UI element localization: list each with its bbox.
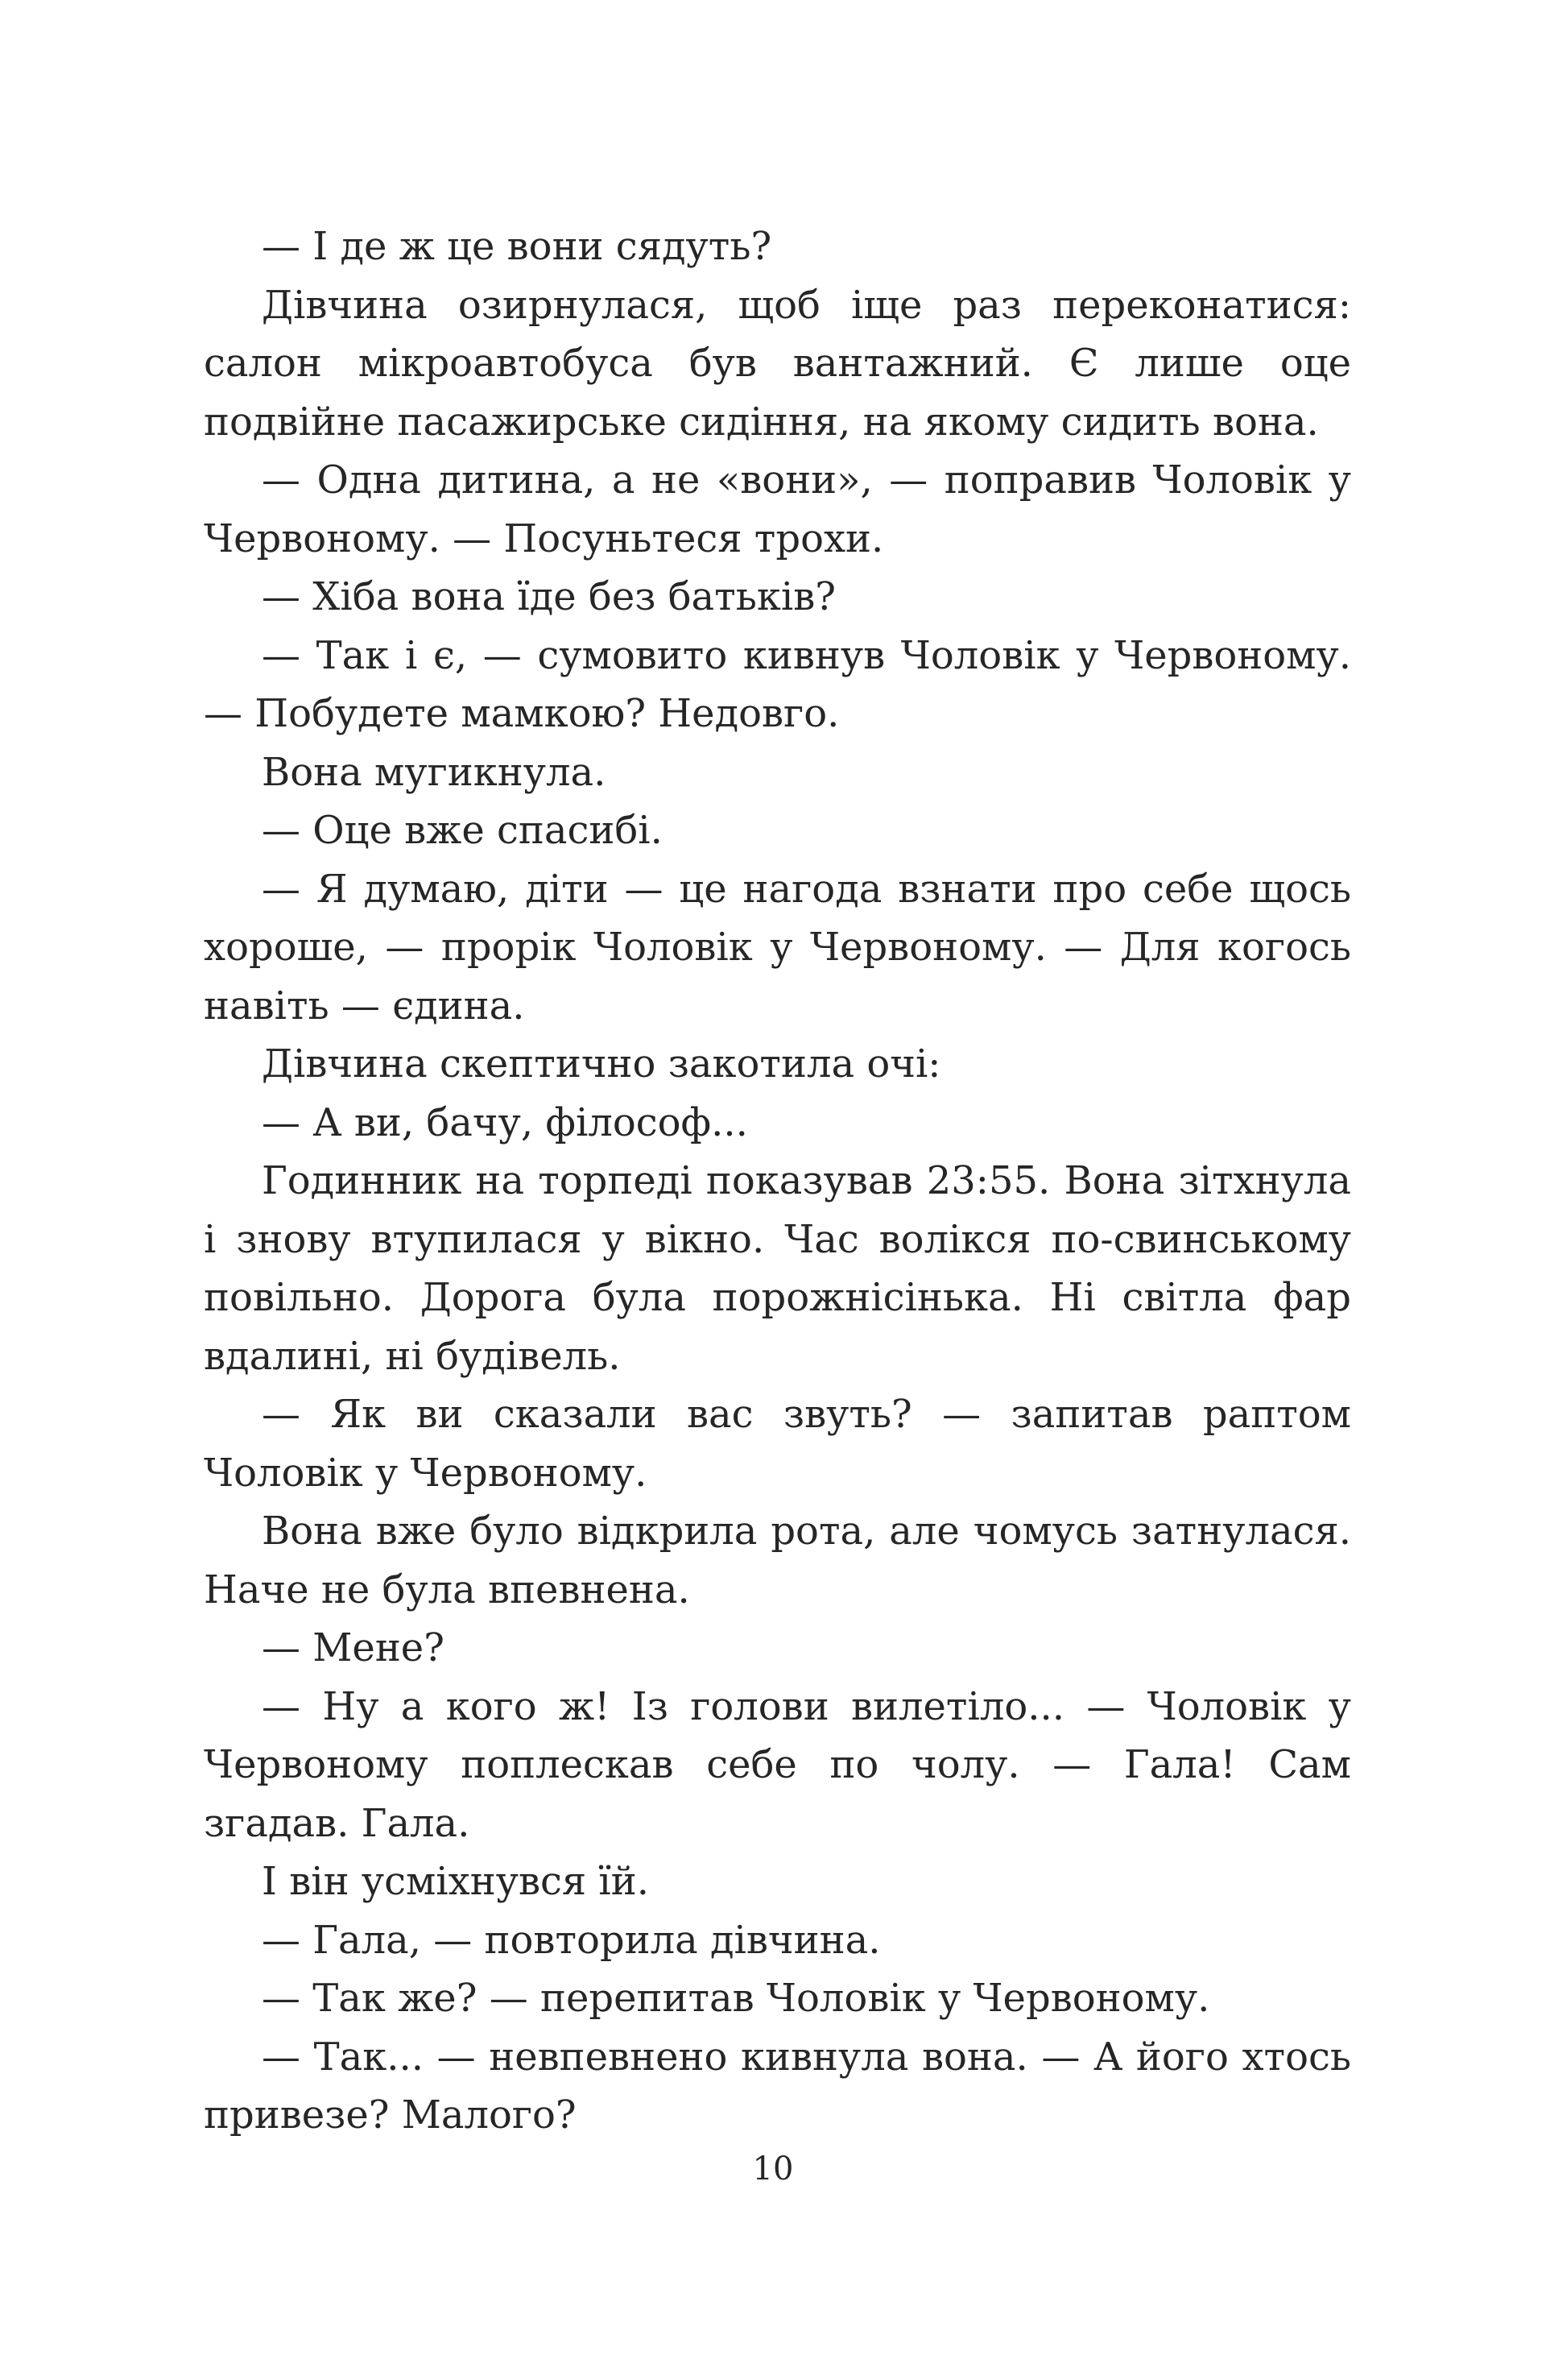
paragraph: Дівчина скептично закотила очі:: [262, 1041, 941, 1087]
paragraph: — Хіба вона їде без батьків?: [262, 574, 836, 619]
paragraph: — Оце вже спасибі.: [262, 808, 663, 853]
paragraph: — Так і є, — сумовито кивнув Чоловік у Червоному. — Побудете мамкою? Недовго.: [204, 632, 1351, 736]
page-number: 10: [752, 2150, 794, 2188]
paragraph: І він усміхнувся їй.: [262, 1859, 650, 1904]
paragraph: — А ви, бачу, філософ...: [262, 1099, 748, 1145]
paragraph: — Гала, — повторила дівчина.: [262, 1917, 881, 1963]
paragraph: — Як ви сказали вас звуть? — запитав раптом Чоловік у Червоному.: [204, 1392, 1351, 1496]
paragraph: — Так же? — перепитав Чоловік у Червоному.: [262, 1976, 1210, 2021]
paragraph: — Мене?: [262, 1625, 444, 1670]
paragraph: Дівчина озирнулася, щоб іще раз переконатися: салон мікроавтобуса був вантажний. Є лише оце подвійне пасажирське сидіння, на якому сидить вона.: [204, 282, 1351, 445]
paragraph: — Одна дитина, а не «вони», — поправив Чоловік у Червоному. — Посуньтеся трохи.: [204, 457, 1351, 561]
paragraph: — Так... — невпевнено кивнула вона. — А його хтось привезе? Малого?: [204, 2034, 1351, 2138]
paragraph: Вона вже було відкрила рота, але чомусь затнулася. Наче не була впевнена.: [204, 1509, 1351, 1612]
page-text: [204, 217, 1351, 2145]
paragraph: Вона мугикнула.: [262, 749, 606, 795]
paragraph: — Я думаю, діти — це нагода взнати про себе щось хороше, — прорік Чоловік у Червоному. — Для когось навіть — єдина.: [204, 866, 1351, 1029]
paragraph: Годинник на торпеді показував 23:55. Вона зітхнула і знову втупилася у вікно. Час волікся по-свинському повільно. Дорога була порожнісінька. Ні світла фар вдалині, ні будівель.: [204, 1158, 1351, 1379]
paragraph: — І де ж це вони сядуть?: [262, 224, 772, 269]
paragraph: — Ну а кого ж! Із голови вилетіло... — Чоловік у Червоному поплескав себе по чолу. — Гала! Сам згадав. Гала.: [204, 1683, 1351, 1846]
